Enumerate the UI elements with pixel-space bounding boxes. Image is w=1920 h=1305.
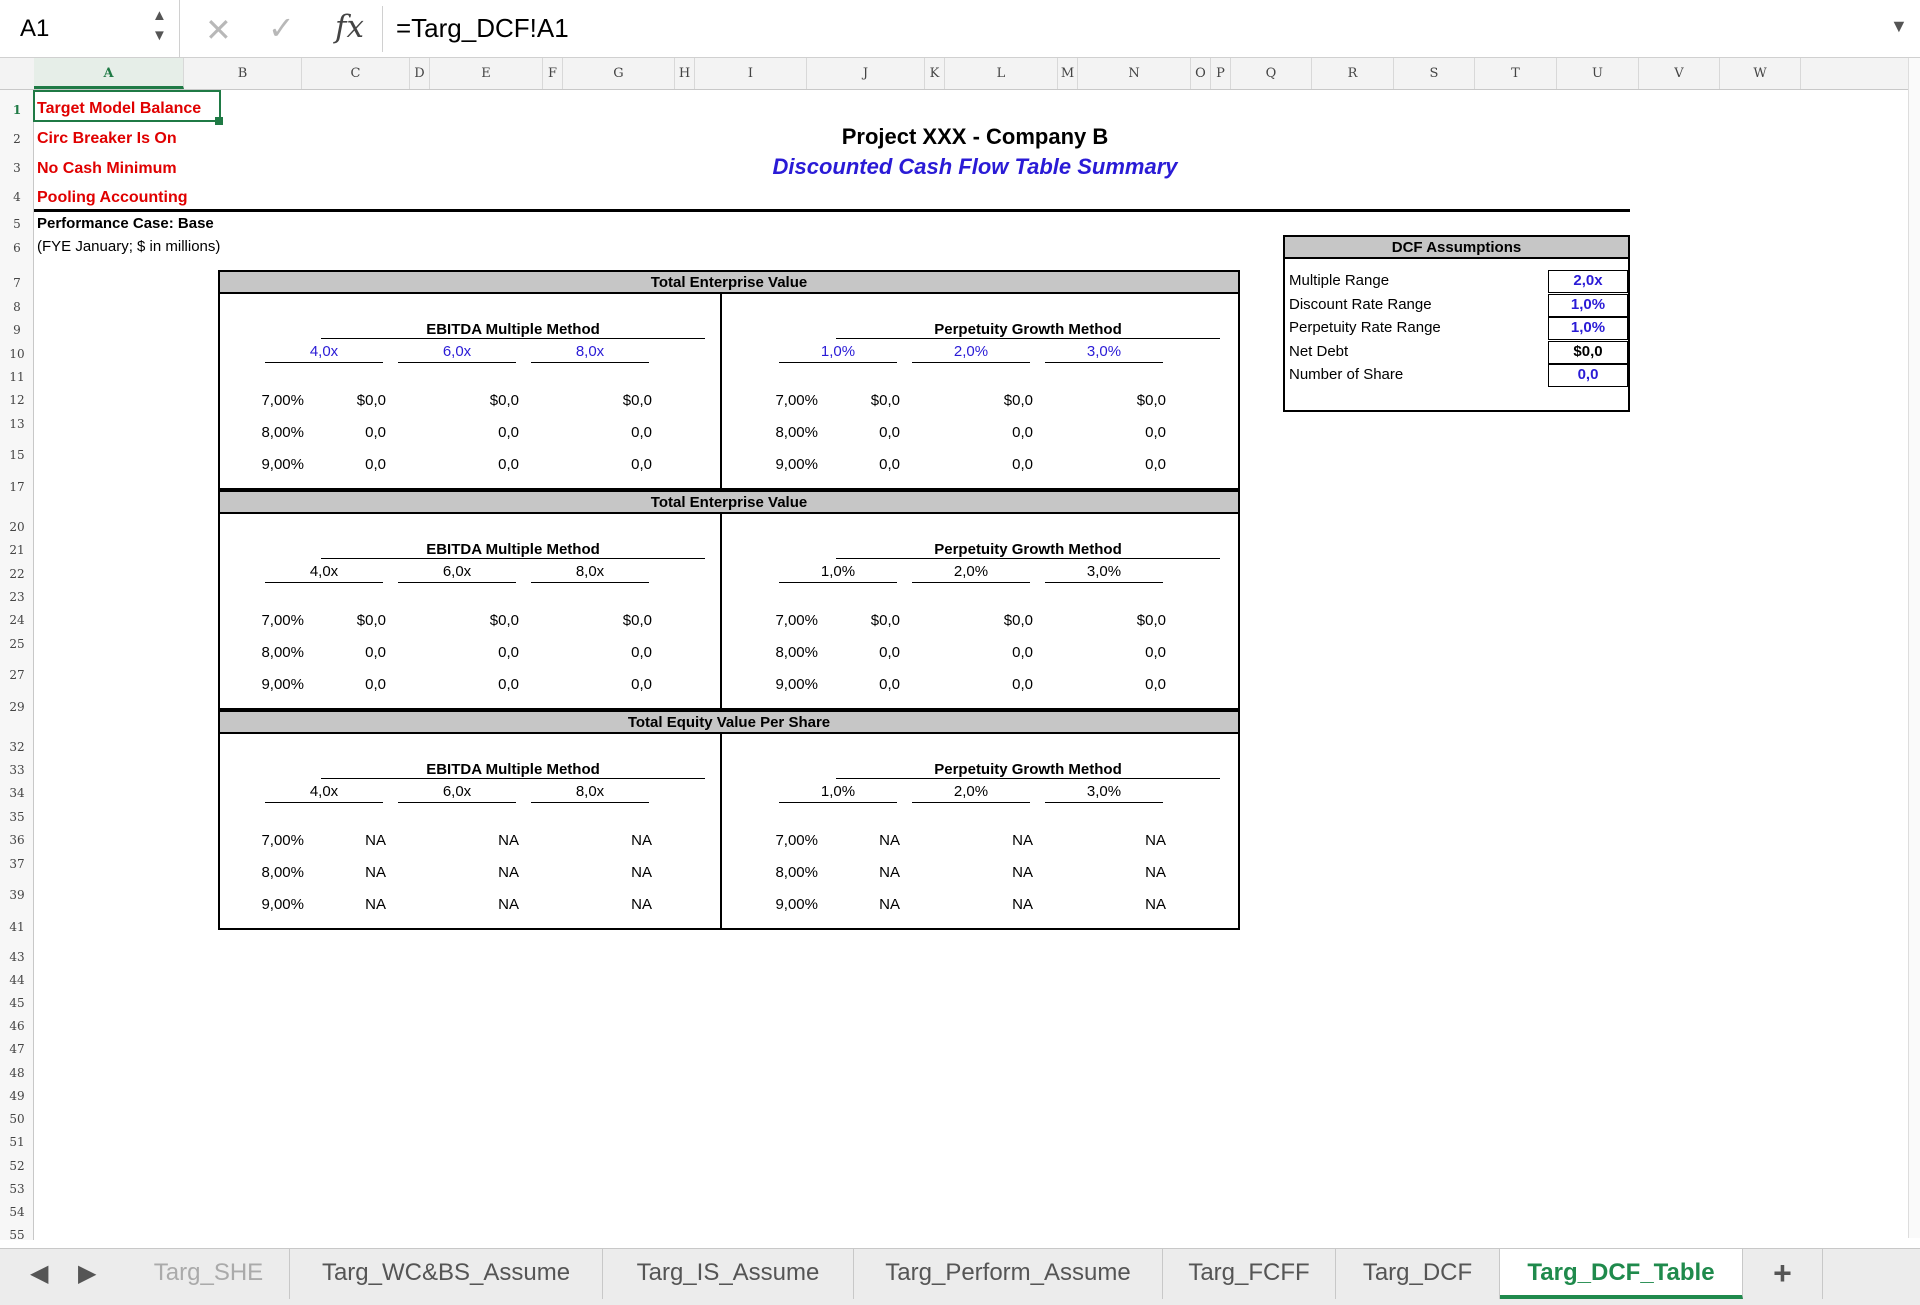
table-cell[interactable]: 0,0 <box>1012 676 1033 693</box>
row-header-43[interactable]: 43 <box>9 950 25 964</box>
discount-rate-label[interactable]: 8,00% <box>261 864 304 881</box>
table-cell[interactable]: NA <box>365 896 386 913</box>
row-header-15[interactable]: 15 <box>9 448 25 462</box>
table-cell[interactable]: 0,0 <box>631 644 652 661</box>
row-header-bar <box>0 90 34 1240</box>
row-header-29[interactable]: 29 <box>9 700 25 714</box>
growth-col-header[interactable]: 3,0% <box>1045 344 1163 363</box>
table-cell[interactable]: 0,0 <box>879 424 900 441</box>
row-header-50[interactable]: 50 <box>9 1112 25 1126</box>
row-header-45[interactable]: 45 <box>9 996 25 1010</box>
row-header-24[interactable]: 24 <box>9 613 25 627</box>
row-header-25[interactable]: 25 <box>9 637 25 651</box>
table-cell[interactable]: NA <box>365 832 386 849</box>
table-cell[interactable]: NA <box>631 896 652 913</box>
flag-no-cash-minimum[interactable]: No Cash Minimum <box>37 160 177 177</box>
multiple-col-header[interactable]: 8,0x <box>531 344 649 363</box>
discount-rate-label[interactable]: 8,00% <box>261 644 304 661</box>
table-cell[interactable]: NA <box>1012 896 1033 913</box>
sensitivity-table <box>218 490 1240 710</box>
column-header-g[interactable]: G <box>563 58 675 89</box>
row-header-13[interactable]: 13 <box>9 417 25 431</box>
table-cell[interactable]: NA <box>631 832 652 849</box>
sheet-tab-targ-dcf[interactable]: Targ_DCF <box>1336 1249 1500 1299</box>
table-cell[interactable]: $0,0 <box>870 392 900 409</box>
column-header-i[interactable]: I <box>695 58 807 89</box>
sheet-tab-targ-perform-assume[interactable]: Targ_Perform_Assume <box>854 1249 1163 1299</box>
table-cell[interactable]: 0,0 <box>879 644 900 661</box>
row-header-22[interactable]: 22 <box>9 567 25 581</box>
table-cell[interactable]: 0,0 <box>365 644 386 661</box>
dcf-assumption-label[interactable]: Net Debt <box>1289 343 1349 360</box>
discount-rate-label[interactable]: 8,00% <box>261 424 304 441</box>
dcf-assumption-label[interactable]: Number of Share <box>1289 366 1404 383</box>
multiple-col-header[interactable]: 6,0x <box>398 564 516 583</box>
sheet-tab-targ-wc-bs-assume[interactable]: Targ_WC&BS_Assume <box>290 1249 603 1299</box>
column-header-v[interactable]: V <box>1639 58 1720 89</box>
table-cell[interactable]: NA <box>365 864 386 881</box>
dcf-assumption-value[interactable]: 2,0x <box>1548 270 1628 293</box>
page-title[interactable]: Project XXX - Company B <box>841 124 1109 149</box>
table-cell[interactable]: 0,0 <box>879 676 900 693</box>
row-header-27[interactable]: 27 <box>9 668 25 682</box>
discount-rate-label[interactable]: 8,00% <box>775 864 818 881</box>
column-header-a[interactable]: A <box>34 58 184 89</box>
row-header-12[interactable]: 12 <box>9 393 25 407</box>
formula-divider <box>382 6 383 52</box>
table-cell[interactable]: NA <box>879 832 900 849</box>
formula-bar <box>0 0 1920 58</box>
function-fx-icon[interactable]: fx <box>335 9 364 45</box>
column-header-c[interactable]: C <box>302 58 410 89</box>
table-cell[interactable]: 0,0 <box>631 424 652 441</box>
growth-col-header[interactable]: 2,0% <box>912 564 1030 583</box>
growth-col-header[interactable]: 1,0% <box>779 344 897 363</box>
dcf-assumptions-header[interactable]: DCF Assumptions <box>1285 237 1628 259</box>
row-header-11[interactable]: 11 <box>9 370 25 384</box>
column-header-o[interactable]: O <box>1191 58 1211 89</box>
row-header-35[interactable]: 35 <box>9 810 25 824</box>
discount-rate-label[interactable]: 9,00% <box>261 676 304 693</box>
row-header-53[interactable]: 53 <box>9 1182 25 1196</box>
flag-target-model-balance[interactable]: Target Model Balance <box>37 100 202 117</box>
growth-col-header[interactable]: 2,0% <box>912 784 1030 803</box>
discount-rate-label[interactable]: 7,00% <box>261 392 304 409</box>
discount-rate-label[interactable]: 9,00% <box>775 676 818 693</box>
row-header-17[interactable]: 17 <box>9 480 25 494</box>
cancel-icon[interactable]: ✕ <box>205 12 232 48</box>
column-header-q[interactable]: Q <box>1231 58 1312 89</box>
dcf-assumption-label[interactable]: Perpetuity Rate Range <box>1289 319 1441 336</box>
dcf-assumption-value[interactable]: 0,0 <box>1548 364 1628 387</box>
row-header-32[interactable]: 32 <box>9 740 25 754</box>
multiple-col-header[interactable]: 4,0x <box>265 344 383 363</box>
multiple-col-header[interactable]: 4,0x <box>265 784 383 803</box>
table-cell[interactable]: NA <box>1012 864 1033 881</box>
growth-col-header[interactable]: 2,0% <box>912 344 1030 363</box>
row-header-44[interactable]: 44 <box>9 973 25 987</box>
row-header-9[interactable]: 9 <box>13 323 21 337</box>
table-cell[interactable]: 0,0 <box>1012 424 1033 441</box>
table-cell[interactable]: 0,0 <box>498 644 519 661</box>
next-sheet-icon[interactable]: ▶ <box>78 1260 97 1287</box>
growth-col-header[interactable]: 3,0% <box>1045 564 1163 583</box>
column-header-j[interactable]: J <box>807 58 925 89</box>
row-header-4[interactable]: 4 <box>13 190 21 204</box>
sheet-tab-targ-is-assume[interactable]: Targ_IS_Assume <box>603 1249 854 1299</box>
row-header-49[interactable]: 49 <box>9 1089 25 1103</box>
table-cell[interactable]: 0,0 <box>1012 644 1033 661</box>
add-sheet-button[interactable]: + <box>1743 1249 1823 1299</box>
table-cell[interactable]: 0,0 <box>1145 676 1166 693</box>
table-cell[interactable]: NA <box>498 896 519 913</box>
vertical-scrollbar[interactable] <box>1908 58 1920 1238</box>
row-header-3[interactable]: 3 <box>13 161 21 175</box>
discount-rate-label[interactable]: 7,00% <box>775 612 818 629</box>
title-rule <box>34 209 1630 212</box>
discount-rate-label[interactable]: 8,00% <box>775 424 818 441</box>
row-header-8[interactable]: 8 <box>13 300 21 314</box>
enter-check-icon[interactable]: ✓ <box>268 10 295 46</box>
row-header-52[interactable]: 52 <box>9 1159 25 1173</box>
table-cell[interactable]: $0,0 <box>1136 612 1166 629</box>
discount-rate-label[interactable]: 9,00% <box>261 896 304 913</box>
row-header-37[interactable]: 37 <box>9 857 25 871</box>
performance-case[interactable]: Performance Case: Base <box>37 215 214 232</box>
column-header-s[interactable]: S <box>1394 58 1475 89</box>
growth-col-header[interactable]: 1,0% <box>779 564 897 583</box>
column-header-f[interactable]: F <box>543 58 563 89</box>
table-cell[interactable]: 0,0 <box>498 424 519 441</box>
column-header-e[interactable]: E <box>430 58 543 89</box>
table-cell[interactable]: 0,0 <box>498 456 519 473</box>
prev-sheet-icon[interactable]: ◀ <box>30 1260 49 1287</box>
table-cell[interactable]: $0,0 <box>489 392 519 409</box>
growth-col-header[interactable]: 3,0% <box>1045 784 1163 803</box>
row-header-6[interactable]: 6 <box>13 241 21 255</box>
row-header-55[interactable]: 55 <box>9 1228 25 1242</box>
dcf-assumption-label[interactable]: Discount Rate Range <box>1289 296 1432 313</box>
table-cell[interactable]: $0,0 <box>356 612 386 629</box>
multiple-col-header[interactable]: 6,0x <box>398 344 516 363</box>
column-header-d[interactable]: D <box>410 58 430 89</box>
dcf-assumptions-box <box>1283 235 1630 412</box>
multiple-col-header[interactable]: 6,0x <box>398 784 516 803</box>
ebitda-multiple-method-label[interactable]: EBITDA Multiple Method <box>321 541 705 559</box>
table-cell[interactable]: 0,0 <box>365 676 386 693</box>
row-header-5[interactable]: 5 <box>13 217 21 231</box>
sheet-tab-targ-dcf-table[interactable]: Targ_DCF_Table <box>1500 1249 1743 1299</box>
sheet-tab-targ-fcff[interactable]: Targ_FCFF <box>1163 1249 1336 1299</box>
discount-rate-label[interactable]: 9,00% <box>775 456 818 473</box>
multiple-col-header[interactable]: 4,0x <box>265 564 383 583</box>
row-header-39[interactable]: 39 <box>9 888 25 902</box>
perpetuity-growth-method-label[interactable]: Perpetuity Growth Method <box>836 321 1220 339</box>
column-header-bar <box>0 58 1920 90</box>
discount-rate-label[interactable]: 7,00% <box>775 392 818 409</box>
column-header-r[interactable]: R <box>1312 58 1394 89</box>
column-header-l[interactable]: L <box>945 58 1058 89</box>
table-cell[interactable]: NA <box>1145 864 1166 881</box>
name-box-value[interactable]: A1 <box>20 15 50 42</box>
ebitda-multiple-method-label[interactable]: EBITDA Multiple Method <box>321 761 705 779</box>
table-cell[interactable]: $0,0 <box>870 612 900 629</box>
formula-input[interactable]: =Targ_DCF!A1 <box>396 13 569 43</box>
column-header-b[interactable]: B <box>184 58 302 89</box>
discount-rate-label[interactable]: 8,00% <box>775 644 818 661</box>
sheet-tab-targ-she[interactable]: Targ_SHE <box>128 1249 290 1299</box>
page-subtitle[interactable]: Discounted Cash Flow Table Summary <box>772 154 1178 179</box>
table-cell[interactable]: NA <box>1145 896 1166 913</box>
table-cell[interactable]: NA <box>879 864 900 881</box>
fye-note[interactable]: (FYE January; $ in millions) <box>37 238 221 255</box>
table-cell[interactable]: 0,0 <box>1145 424 1166 441</box>
multiple-col-header[interactable]: 8,0x <box>531 564 649 583</box>
column-header-n[interactable]: N <box>1078 58 1191 89</box>
row-header-54[interactable]: 54 <box>9 1205 25 1219</box>
row-header-48[interactable]: 48 <box>9 1066 25 1080</box>
table-cell[interactable]: NA <box>879 896 900 913</box>
column-header-k[interactable]: K <box>925 58 945 89</box>
flag-pooling-accounting[interactable]: Pooling Accounting <box>37 189 188 206</box>
table-cell[interactable]: $0,0 <box>622 612 652 629</box>
row-header-21[interactable]: 21 <box>9 543 25 557</box>
table-cell[interactable]: NA <box>1012 832 1033 849</box>
dcf-assumption-value[interactable]: 1,0% <box>1548 317 1628 340</box>
perpetuity-growth-method-label[interactable]: Perpetuity Growth Method <box>836 761 1220 779</box>
table-cell[interactable]: $0,0 <box>1003 392 1033 409</box>
name-box[interactable] <box>0 0 180 58</box>
column-header-u[interactable]: U <box>1557 58 1639 89</box>
row-header-7[interactable]: 7 <box>13 276 21 290</box>
discount-rate-label[interactable]: 7,00% <box>261 612 304 629</box>
row-header-51[interactable]: 51 <box>9 1135 25 1149</box>
table-cell[interactable]: $0,0 <box>489 612 519 629</box>
discount-rate-label[interactable]: 7,00% <box>261 832 304 849</box>
table-cell[interactable]: NA <box>1145 832 1166 849</box>
flag-circ-breaker[interactable]: Circ Breaker Is On <box>37 130 177 147</box>
table-cell[interactable]: NA <box>498 864 519 881</box>
table-header[interactable]: Total Enterprise Value <box>220 272 1238 294</box>
dcf-assumption-value[interactable]: 1,0% <box>1548 294 1628 317</box>
dcf-assumption-label[interactable]: Multiple Range <box>1289 272 1390 289</box>
table-cell[interactable]: 0,0 <box>631 676 652 693</box>
row-header-33[interactable]: 33 <box>9 763 25 777</box>
row-header-23[interactable]: 23 <box>9 590 25 604</box>
name-box-stepper-icon[interactable]: ▲ ▼ <box>152 7 167 44</box>
table-cell[interactable]: $0,0 <box>1136 392 1166 409</box>
dcf-assumption-value[interactable]: $0,0 <box>1548 341 1628 364</box>
row-header-36[interactable]: 36 <box>9 833 25 847</box>
row-header-41[interactable]: 41 <box>9 920 25 934</box>
discount-rate-label[interactable]: 7,00% <box>775 832 818 849</box>
table-header[interactable]: Total Equity Value Per Share <box>220 712 1238 734</box>
table-cell[interactable]: 0,0 <box>365 456 386 473</box>
ebitda-multiple-method-label[interactable]: EBITDA Multiple Method <box>321 321 705 339</box>
column-header-h[interactable]: H <box>675 58 695 89</box>
column-header-w[interactable]: W <box>1720 58 1801 89</box>
row-header-2[interactable]: 2 <box>13 132 21 146</box>
column-header-t[interactable]: T <box>1475 58 1557 89</box>
table-cell[interactable]: 0,0 <box>1145 644 1166 661</box>
row-header-46[interactable]: 46 <box>9 1019 25 1033</box>
table-cell[interactable]: $0,0 <box>356 392 386 409</box>
growth-col-header[interactable]: 1,0% <box>779 784 897 803</box>
table-cell[interactable]: $0,0 <box>622 392 652 409</box>
perpetuity-growth-method-label[interactable]: Perpetuity Growth Method <box>836 541 1220 559</box>
discount-rate-label[interactable]: 9,00% <box>775 896 818 913</box>
table-cell[interactable]: NA <box>631 864 652 881</box>
table-cell[interactable]: 0,0 <box>498 676 519 693</box>
table-header[interactable]: Total Enterprise Value <box>220 492 1238 514</box>
multiple-col-header[interactable]: 8,0x <box>531 784 649 803</box>
column-header-p[interactable]: P <box>1211 58 1231 89</box>
sensitivity-table <box>218 270 1240 490</box>
column-header-m[interactable]: M <box>1058 58 1078 89</box>
sensitivity-table <box>218 710 1240 930</box>
row-header-47[interactable]: 47 <box>9 1042 25 1056</box>
row-header-34[interactable]: 34 <box>9 786 25 800</box>
chevron-down-icon[interactable]: ▼ <box>1890 16 1908 36</box>
table-cell[interactable]: 0,0 <box>365 424 386 441</box>
table-cell[interactable]: 0,0 <box>631 456 652 473</box>
table-cell[interactable]: $0,0 <box>1003 612 1033 629</box>
row-header-10[interactable]: 10 <box>9 347 25 361</box>
discount-rate-label[interactable]: 9,00% <box>261 456 304 473</box>
table-cell[interactable]: NA <box>498 832 519 849</box>
row-header-20[interactable]: 20 <box>9 520 25 534</box>
table-cell[interactable]: 0,0 <box>1012 456 1033 473</box>
table-cell[interactable]: 0,0 <box>879 456 900 473</box>
sheet-tab-bar <box>0 1248 1920 1305</box>
row-header-1[interactable]: 1 <box>12 103 22 117</box>
table-cell[interactable]: 0,0 <box>1145 456 1166 473</box>
